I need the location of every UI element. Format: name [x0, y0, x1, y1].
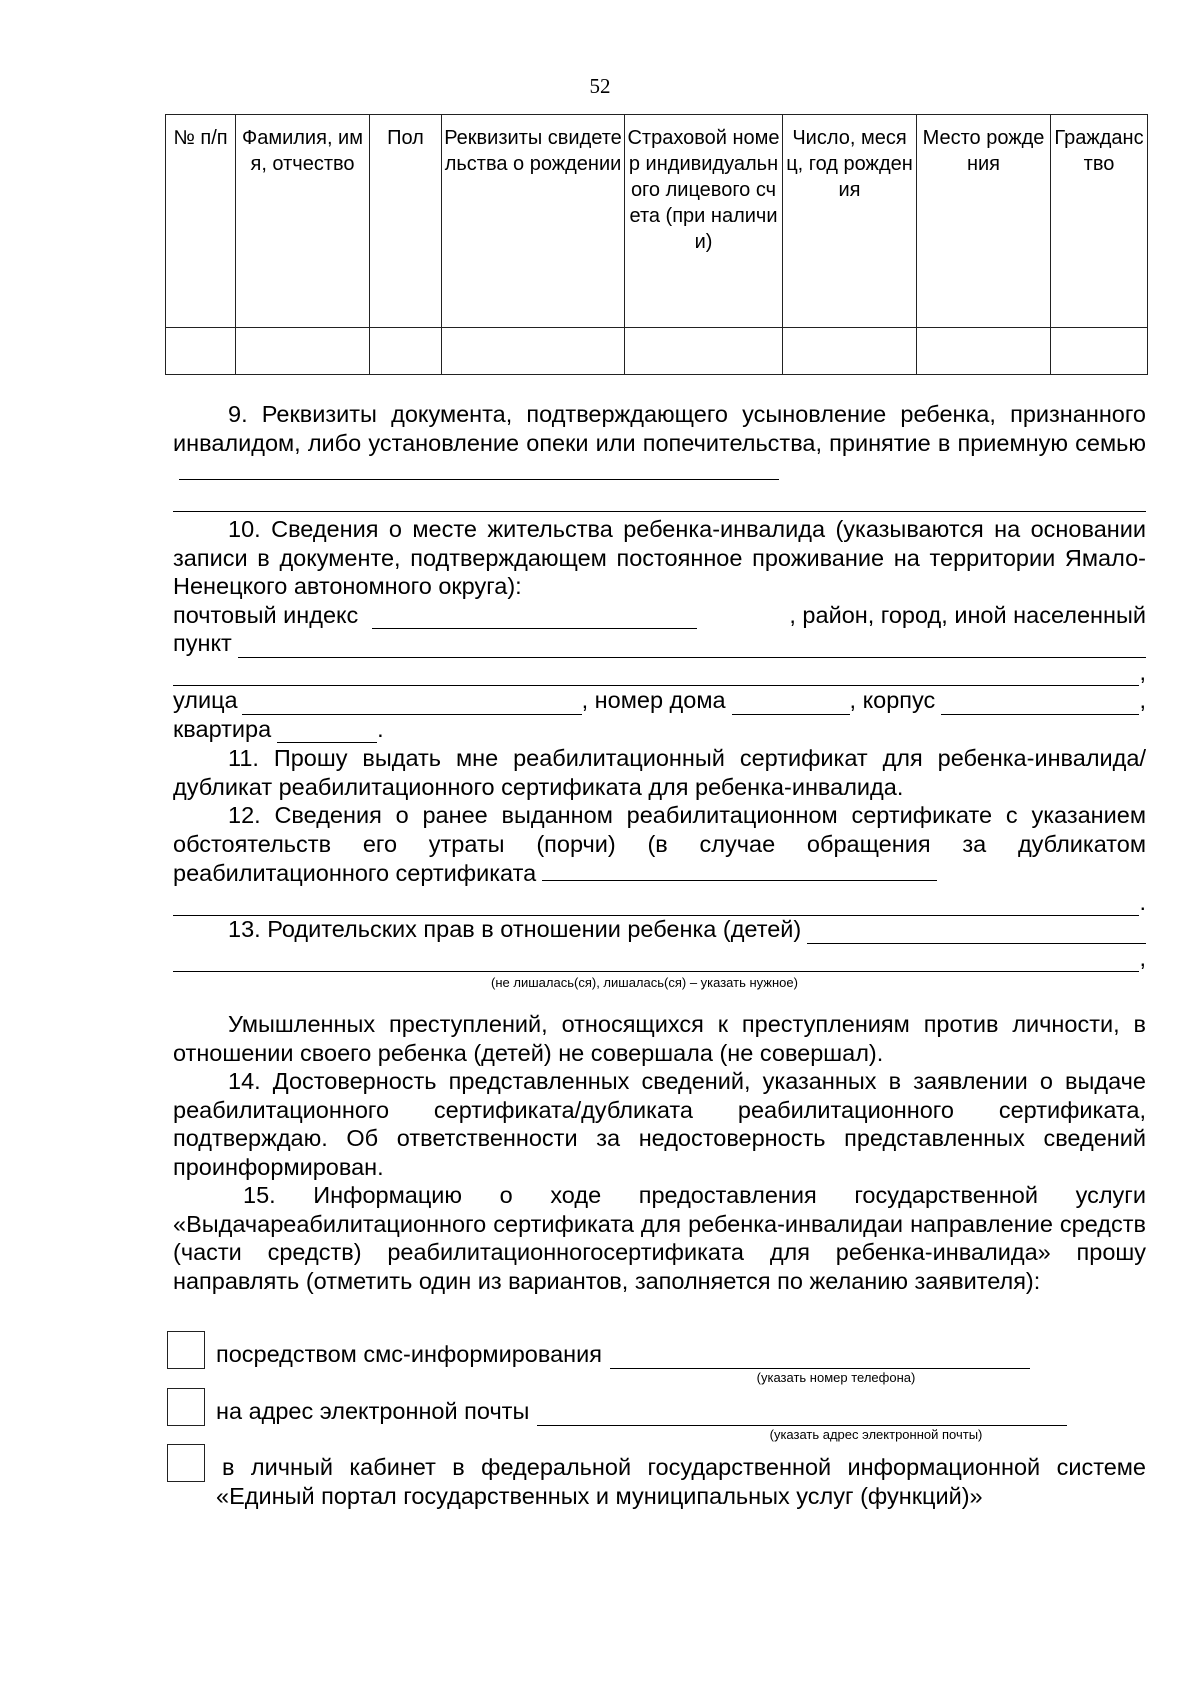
district-label: , район, город, иной населенный — [789, 601, 1146, 628]
col-full-name: Фамилия, имя, отчество — [236, 115, 370, 328]
apartment-label: квартира — [173, 715, 272, 742]
item-15-text: 15. Информацию о ходе предоставления государственной услуги «Выдачареабилитационного сертификата для ребенка-инвалидаи направление средств (части средств) реабилитационногосертификата для ребенка-инвалида» прошу направлять (отметить один из вариантов, заполняется по желанию заявителя): — [173, 1182, 1146, 1294]
table-cell[interactable] — [442, 328, 625, 375]
email-caption: (указать адрес электронной почты) — [769, 1427, 983, 1442]
children-table — [165, 114, 1148, 375]
parental-rights-caption: (не лишалась(ся), лишалась(ся) – указать нужное) — [491, 975, 798, 990]
building-field[interactable] — [941, 692, 1139, 715]
adoption-document-line-2[interactable] — [173, 487, 1146, 512]
item-11-text: 11. Прошу выдать мне реабилитационный сертификат для ребенка-инвалида/дубликат реабилитационного сертификата для ребенка-инвалида. — [173, 745, 1146, 800]
street-row — [173, 686, 1146, 715]
settlement-label: пункт — [173, 630, 232, 656]
street-field[interactable] — [242, 692, 582, 715]
building-label: , корпус — [849, 687, 936, 713]
col-birth-place: Место рождения — [917, 115, 1051, 328]
parental-rights-field[interactable] — [807, 921, 1146, 944]
sms-checkbox[interactable] — [167, 1331, 205, 1369]
col-birth-date: Число, месяц, год рождения — [783, 115, 917, 328]
email-row — [216, 1397, 1096, 1426]
item-12-text: 12. Сведения о ранее выданном реабилитационном сертификате с указанием обстоятельств его утраты (порчи) (в случае обращения за дубликатом реабилитационного сертификата — [173, 802, 1146, 886]
section-declarations — [173, 1010, 1146, 1295]
period: . — [377, 715, 384, 742]
col-birth-certificate: Реквизиты свидетельства о рождении — [442, 115, 625, 328]
postal-row — [173, 601, 1146, 630]
previous-certificate-field-2[interactable] — [173, 893, 1139, 916]
comma: , — [1139, 944, 1146, 971]
table-header-row — [166, 115, 1148, 328]
table-cell[interactable] — [236, 328, 370, 375]
parental-rights-row-2 — [173, 944, 1146, 973]
sms-option — [216, 1340, 1076, 1385]
page-number: 52 — [589, 74, 611, 98]
section-9 — [173, 400, 1146, 512]
table-cell[interactable] — [370, 328, 442, 375]
section-10 — [173, 515, 1146, 743]
settlement-row-2 — [173, 658, 1146, 687]
portal-label: в личный кабинет в федеральной государственной информационной системе «Единый портал государственных и муниципальных услуг (функций)» — [216, 1454, 1146, 1509]
street-label: улица — [173, 687, 238, 713]
table-row — [166, 328, 1148, 375]
comma: , — [1139, 687, 1146, 713]
comma: , — [1139, 658, 1146, 685]
email-field[interactable] — [537, 1403, 1067, 1426]
previous-certificate-row-2 — [173, 888, 1146, 917]
email-checkbox[interactable] — [167, 1388, 205, 1426]
item-9-text: 9. Реквизиты документа, подтверждающего усыновление ребенка, признанного инвалидом, либо установление опеки или попечительства, принятие в приемную семью — [173, 400, 1146, 487]
table-cell[interactable] — [625, 328, 783, 375]
portal-checkbox[interactable] — [167, 1444, 205, 1482]
period: . — [1139, 888, 1146, 915]
house-label: , номер дома — [581, 687, 726, 713]
col-sex: Пол — [370, 115, 442, 328]
postal-label: почтовый индекс — [173, 601, 359, 628]
house-number-field[interactable] — [732, 692, 850, 715]
parental-rights-field-2[interactable] — [173, 949, 1139, 972]
adoption-document-field[interactable] — [179, 457, 779, 480]
apartment-field[interactable] — [277, 720, 377, 743]
section-12 — [173, 801, 1146, 916]
table-cell[interactable] — [1051, 328, 1148, 375]
settlement-field[interactable] — [238, 635, 1146, 658]
item-10-text: 10. Сведения о месте жительства ребенка-инвалида (указываются на основании записи в документе, подтверждающем постоянное проживание на территории Ямало-Ненецкого автономного округа): — [173, 516, 1146, 599]
postal-index-field[interactable] — [372, 606, 697, 629]
settlement-row — [173, 629, 1146, 658]
sms-label: посредством смс-информирования — [216, 1341, 602, 1367]
sms-caption: (указать номер телефона) — [756, 1370, 916, 1385]
crimes-text: Умышленных преступлений, относящихся к преступлениям против личности, в отношении своего ребенка (детей) не совершала (не совершал). — [173, 1011, 1146, 1066]
portal-option — [216, 1453, 1146, 1510]
phone-field[interactable] — [610, 1346, 1030, 1369]
table-cell[interactable] — [166, 328, 236, 375]
col-number: № п/п — [166, 115, 236, 328]
item-13-text: 13. Родительских прав в отношении ребенка (детей) — [228, 916, 802, 942]
sms-row — [216, 1340, 1076, 1369]
table-cell[interactable] — [783, 328, 917, 375]
parental-rights-row — [173, 915, 1146, 944]
section-13 — [173, 915, 1146, 990]
item-14-text: 14. Достоверность представленных сведений, указанных в заявлении о выдаче реабилитационного сертификата/дубликата реабилитационного сертификата, подтверждаю. Об ответственности за недостоверность представленных сведений проинформирован. — [173, 1068, 1146, 1180]
previous-certificate-field[interactable] — [542, 858, 937, 881]
section-11 — [173, 744, 1146, 801]
email-label: на адрес электронной почты — [216, 1398, 530, 1424]
email-option — [216, 1397, 1096, 1442]
table-cell[interactable] — [917, 328, 1051, 375]
settlement-field-2[interactable] — [173, 663, 1139, 686]
col-citizenship: Гражданство — [1051, 115, 1148, 328]
apartment-row — [173, 715, 1146, 744]
col-snils: Страховой номер индивидуального лицевого счета (при наличии) — [625, 115, 783, 328]
